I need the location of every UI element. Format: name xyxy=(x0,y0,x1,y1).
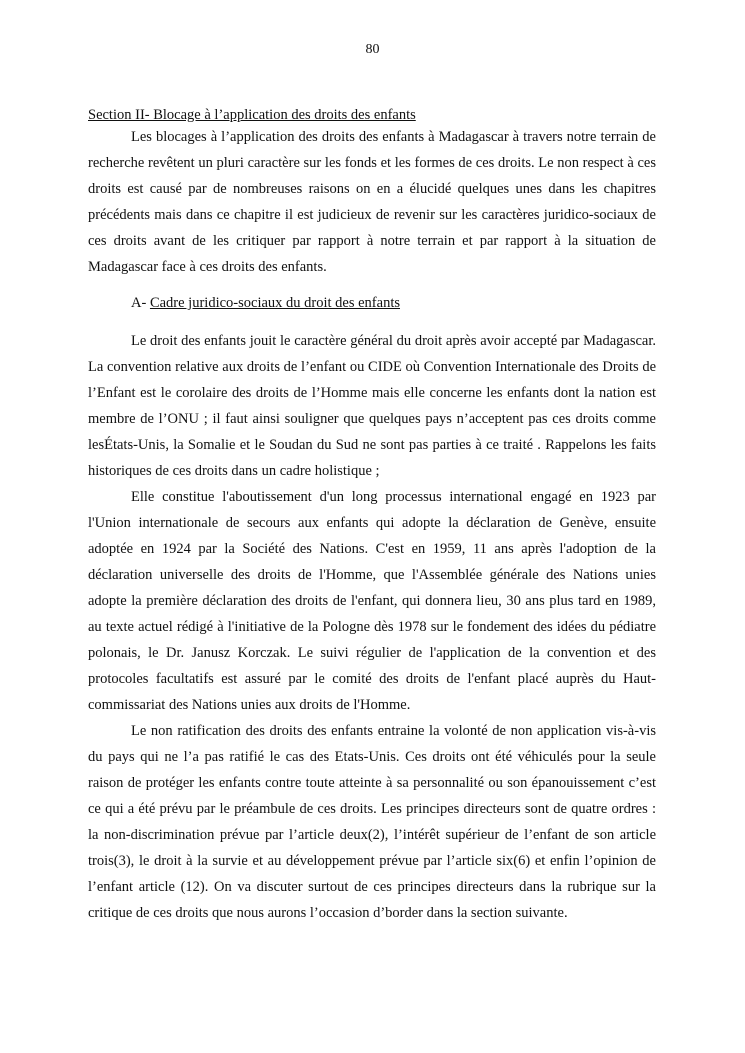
subsection-heading xyxy=(131,290,656,316)
document-body xyxy=(88,106,656,926)
subsection-title: Cadre juridico-sociaux du droit des enfants xyxy=(149,295,400,311)
section-title: Section II- Blocage à l’application des droits des enfants xyxy=(88,107,416,123)
page-number: 80 xyxy=(365,42,380,57)
body-paragraph: Le non ratification des droits des enfants entraine la volonté de non application vis-à-vis du pays qui ne l’a pas ratifié le cas des Etats-Unis. Ces droits ont été véhiculés pour la seule raison de protéger les enfants contre toute atteinte à sa personnalité ou son épanouissement c’est ce qui a été prévu par le préambule de ces droits. Les principes directeurs sont de quatre ordres : la non-discrimination prévue par l’article deux(2), l’intérêt supérieur de l’enfant de son article trois(3), le droit à la survie et au développement prévue par l’article six(6) et enfin l’opinion de l’enfant article (12). On va discuter surtout de ces principes directeurs dans la rubrique sur la critique de ces droits que nous aurons l’occasion d’border dans la section suivante. xyxy=(88,723,656,921)
body-paragraph: Le droit des enfants jouit le caractère général du droit après avoir accepté par Madagascar. La convention relative aux droits de l’enfant ou CIDE où Convention Internationale des Droits de l’Enfant est le corolaire des droits de l’Homme mais elle concerne les enfants dont la nation est membre de l’ONU ; il faut ainsi souligner que quelques pays n’acceptent pas ces droits comme lesÉtats-Unis, la Somalie et le Soudan du Sud ne sont pas parties à ce traité . Rappelons les faits historiques de ces droits dans un cadre holistique ; xyxy=(88,333,656,479)
body-paragraph: Elle constitue l'aboutissement d'un long processus international engagé en 1923 par l'Union internationale de secours aux enfants qui adopte la déclaration de Genève, ensuite adoptée en 1924 par la Société des Nations. C'est en 1959, 11 ans après l'adoption de la déclaration universelle des droits de l'Homme, que l'Assemblée générale des Nations unies adopte la première déclaration des droits de l'enfant, qui donnera lieu, 30 ans plus tard en 1989, au texte actuel rédigé à l'initiative de la Pologne dès 1978 sur le fondement des idées du pédiatre polonais, le Dr. Janusz Korczak. Le suivi régulier de l'application de la convention et des protocoles facultatifs est assuré par le comité des droits de l'enfant placé auprès du Haut-commissariat des Nations unies aux droits de l'Homme. xyxy=(88,489,656,713)
subsection-letter: A- xyxy=(131,295,147,311)
section-intro-paragraph: Les blocages à l’application des droits des enfants à Madagascar à travers notre terrain de recherche revêtent un pluri caractère sur les fonds et les formes de ces droits. Le non respect à ces droits est causé par de nombreuses raisons on en a élucidé quelques unes dans les chapitres précédents mais dans ce chapitre il est judicieux de revenir sur les caractères juridico-sociaux de ces droits avant de les critiquer par rapport à notre terrain et par rapport à la situation de Madagascar face à ces droits des enfants. xyxy=(88,129,656,275)
